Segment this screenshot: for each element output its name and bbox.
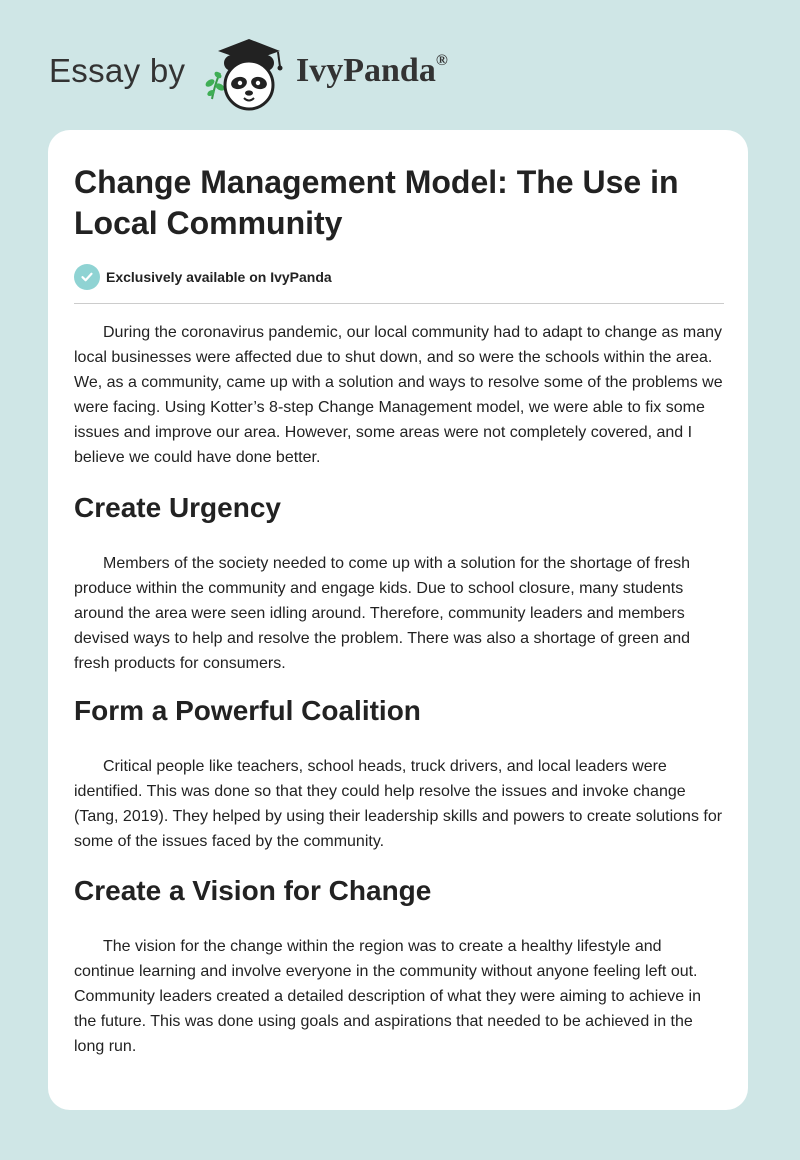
page-title: Change Management Model: The Use in Local Community xyxy=(74,164,679,241)
site-header xyxy=(0,0,800,130)
brand-name xyxy=(296,52,448,90)
paragraph-intro: During the coronavirus pandemic, our local community had to adapt to change as many local businesses were affected due to shut down, and so were the schools within the area. We, as a community, came up with a solution and ways to resolve some of the problems we were facing. Using Kotter’s 8-step Change Management model, we were able to fix some issues and improve our area. However, some areas were not completely covered, and I believe we could have done better. xyxy=(74,324,723,466)
heading-powerful-coalition: Form a Powerful Coalition xyxy=(74,695,421,726)
exclusive-badge xyxy=(74,264,332,290)
paragraph-powerful-coalition: Critical people like teachers, school heads, truck drivers, and local leaders were identified. This was done so that they could help resolve the issues and invoke change (Tang, 2019). They helped by using their leadership skills and powers to create solutions for some of the issues faced by the community. xyxy=(74,758,723,850)
registered-mark: ® xyxy=(435,51,448,69)
heading-vision-for-change: Create a Vision for Change xyxy=(74,875,432,906)
article-body xyxy=(74,320,726,1059)
panda-logo-icon xyxy=(198,35,298,115)
divider xyxy=(74,303,724,304)
brand-name-text: IvyPanda xyxy=(296,52,436,89)
heading-create-urgency: Create Urgency xyxy=(74,492,281,523)
essay-card xyxy=(48,130,748,1110)
essay-by-label: Essay by xyxy=(49,52,186,89)
paragraph-create-urgency: Members of the society needed to come up with a solution for the shortage of fresh produce within the community and engage kids. Due to school closure, many students around the area were seen idling around. Therefore, community leaders and members devised ways to help and resolve the problem. There was also a shortage of green and fresh products for consumers. xyxy=(74,555,691,672)
paragraph-vision-for-change: The vision for the change within the region was to create a healthy lifestyle and continue learning and involve everyone in the community without anyone feeling left out. Community leaders created a detailed description of what they were aiming to achieve in the future. This was done using goals and aspirations that needed to be achieved in the long run. xyxy=(74,938,701,1055)
exclusive-label: Exclusively available on IvyPanda xyxy=(106,269,332,285)
check-icon xyxy=(74,264,100,290)
